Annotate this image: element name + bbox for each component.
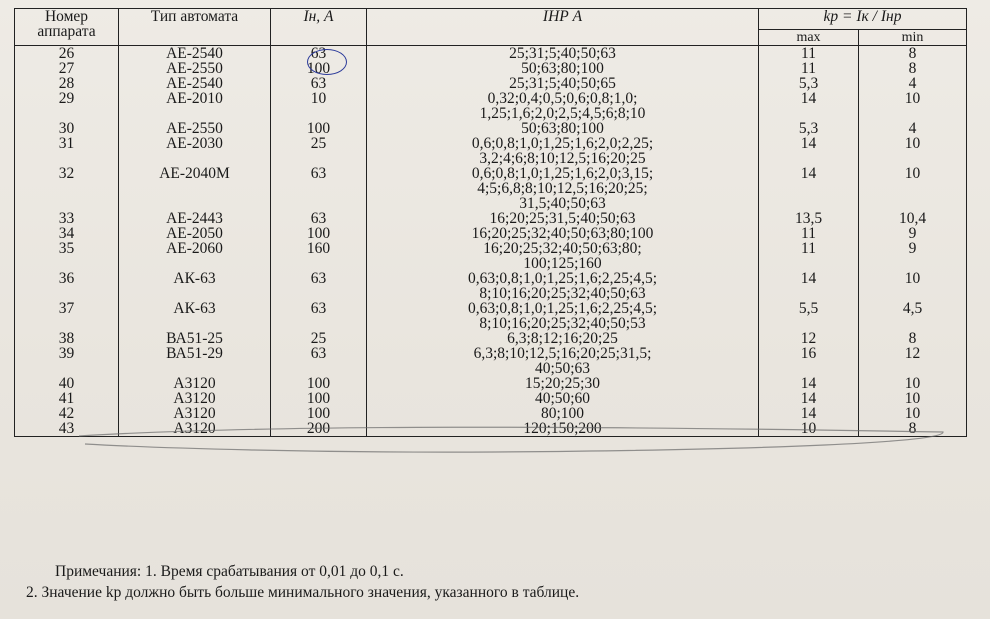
table-row [15,406,967,421]
table-body [15,46,967,437]
cell-release-currents [367,241,759,271]
cell-kp-max: 12 [759,331,859,346]
release-current-line: 16;20;25;32;40;50;63;80; [483,240,642,257]
table-row [15,61,967,76]
release-current-line: 0,63;0,8;1,0;1,25;1,6;2,25;4,5; [467,270,658,287]
header-release-current [367,9,759,46]
cell-kp-min: 10 [859,406,967,421]
cell-rated-current: 63 [271,166,367,211]
table-row [15,76,967,91]
cell-kp-max: 5,3 [759,121,859,136]
table-row [15,46,967,62]
cell-device-number: 27 [15,61,119,76]
cell-kp-max: 11 [759,226,859,241]
cell-rated-current: 100 [271,121,367,136]
cell-breaker-type: АЕ-2550 [119,61,271,76]
cell-kp-max: 11 [759,61,859,76]
release-current-line: 16;20;25;32;40;50;63;80;100 [471,225,654,242]
cell-kp-min: 4 [859,76,967,91]
cell-release-currents [367,166,759,211]
cell-kp-max: 5,5 [759,301,859,331]
cell-device-number: 31 [15,136,119,166]
cell-kp-max: 14 [759,376,859,391]
cell-kp-max: 14 [759,136,859,166]
cell-rated-current: 100 [271,406,367,421]
cell-kp-min: 8 [859,331,967,346]
header-kp-ratio [759,9,967,30]
cell-rated-current: 100 [271,376,367,391]
release-current-line: 0,63;0,8;1,0;1,25;1,6;2,25;4,5; [467,300,658,317]
cell-device-number: 35 [15,241,119,271]
release-current-line: 6,3;8;12;16;20;25 [507,330,618,347]
cell-breaker-type: АК-63 [119,271,271,301]
cell-device-number: 34 [15,226,119,241]
cell-rated-current: 160 [271,241,367,271]
table-row [15,376,967,391]
cell-device-number: 32 [15,166,119,211]
cell-breaker-type: АЕ-2010 [119,91,271,121]
cell-release-currents [367,391,759,406]
cell-kp-max: 13,5 [759,211,859,226]
cell-rated-current: 63 [271,76,367,91]
cell-release-currents [367,46,759,62]
release-current-line: 50;63;80;100 [521,120,604,137]
cell-breaker-type: АЕ-2030 [119,136,271,166]
cell-kp-max: 14 [759,271,859,301]
cell-rated-current: 10 [271,91,367,121]
cell-device-number: 39 [15,346,119,376]
cell-kp-min: 10 [859,91,967,121]
table-row [15,391,967,406]
pen-underline-mark [75,422,947,456]
header-device-number [15,9,119,46]
cell-breaker-type: А3120 [119,376,271,391]
cell-kp-max: 16 [759,346,859,376]
release-current-line: 4;5;6,8;8;10;12,5;16;20;25; [477,180,648,197]
cell-device-number: 42 [15,406,119,421]
cell-release-currents [367,61,759,76]
cell-kp-min: 8 [859,421,967,437]
cell-breaker-type: А3120 [119,391,271,406]
cell-release-currents [367,376,759,391]
header-rated-current [271,9,367,46]
cell-breaker-type: А3120 [119,421,271,437]
table-row [15,166,967,211]
header-breaker-type: Тип автомата [119,9,271,46]
cell-breaker-type: АЕ-2443 [119,211,271,226]
release-current-line: 100;125;160 [523,255,602,272]
header-kp-ratio-text: kр = Iк / Iнр [823,8,902,25]
cell-breaker-type: АЕ-2060 [119,241,271,271]
cell-rated-current: 200 [271,421,367,437]
release-current-line: 0,32;0,4;0,5;0,6;0,8;1,0; [487,90,638,107]
cell-breaker-type: АЕ-2540 [119,46,271,62]
release-current-line: 120;150;200 [523,420,602,437]
release-current-line: 8;10;16;20;25;32;40;50;63 [479,285,646,302]
release-current-line: 1,25;1,6;2,0;2,5;4,5;6;8;10 [479,105,646,122]
release-current-line: 50;63;80;100 [521,60,604,77]
cell-rated-current: 100 [271,61,367,76]
cell-rated-current: 25 [271,331,367,346]
cell-rated-current: 100 [271,391,367,406]
cell-kp-min: 10 [859,391,967,406]
cell-rated-current: 25 [271,136,367,166]
cell-device-number: 43 [15,421,119,437]
table-row [15,211,967,226]
release-current-line: 8;10;16;20;25;32;40;50;53 [479,315,646,332]
cell-kp-min: 10 [859,376,967,391]
cell-kp-max: 14 [759,406,859,421]
note-2: 2. Значение kр должно быть больше минимального значения, указанного в таблице. [26,584,580,601]
cell-breaker-type: АК-63 [119,301,271,331]
cell-kp-max: 10 [759,421,859,437]
table-row [15,136,967,166]
table-row [15,271,967,301]
cell-kp-min: 10 [859,271,967,301]
release-current-line: 25;31;5;40;50;65 [509,75,616,92]
cell-release-currents [367,136,759,166]
release-current-line: 15;20;25;30 [525,375,600,392]
cell-device-number: 36 [15,271,119,301]
cell-breaker-type: АЕ-2040М [119,166,271,211]
cell-kp-min: 12 [859,346,967,376]
release-current-line: 40;50;60 [534,390,591,407]
release-current-line: 25;31;5;40;50;63 [509,45,616,62]
header-max: max [759,30,859,46]
header-release-current-text: IНР А [542,8,583,25]
cell-device-number: 37 [15,301,119,331]
pen-circle-mark [307,49,347,75]
cell-release-currents [367,91,759,121]
cell-kp-min: 8 [859,61,967,76]
cell-release-currents [367,211,759,226]
cell-breaker-type: АЕ-2540 [119,76,271,91]
cell-rated-current: 63 [271,301,367,331]
cell-rated-current: 63 [271,271,367,301]
cell-kp-min: 10 [859,136,967,166]
table-header [15,9,967,46]
cell-breaker-type: ВА51-25 [119,331,271,346]
header-device-number-line2: аппарата [37,23,96,40]
release-current-line: 31,5;40;50;63 [519,195,606,212]
cell-kp-max: 11 [759,46,859,62]
cell-kp-min: 4 [859,121,967,136]
release-current-line: 0,6;0,8;1,0;1,25;1,6;2,0;3,15; [471,165,654,182]
cell-kp-min: 10,4 [859,211,967,226]
table-row [15,331,967,346]
cell-rated-current: 63 [271,46,367,62]
cell-kp-max: 14 [759,91,859,121]
table-row [15,121,967,136]
cell-kp-min: 9 [859,241,967,271]
cell-device-number: 30 [15,121,119,136]
cell-kp-min: 4,5 [859,301,967,331]
cell-rated-current: 100 [271,226,367,241]
cell-release-currents [367,226,759,241]
cell-rated-current: 63 [271,346,367,376]
cell-release-currents [367,271,759,301]
cell-release-currents [367,346,759,376]
cell-device-number: 33 [15,211,119,226]
cell-device-number: 29 [15,91,119,121]
release-current-line: 16;20;25;31,5;40;50;63 [489,210,636,227]
header-rated-current-text: Iн, А [303,8,334,25]
cell-breaker-type: ВА51-29 [119,346,271,376]
release-current-line: 6,3;8;10;12,5;16;20;25;31,5; [473,345,652,362]
release-current-line: 3,2;4;6;8;10;12,5;16;20;25 [479,150,646,167]
cell-kp-max: 14 [759,166,859,211]
cell-release-currents [367,406,759,421]
cell-breaker-type: АЕ-2550 [119,121,271,136]
cell-device-number: 40 [15,376,119,391]
release-current-line: 40;50;63 [534,360,591,377]
cell-device-number: 41 [15,391,119,406]
table-row [15,301,967,331]
note-1: Примечания: 1. Время срабатывания от 0,01 до 0,1 с. [55,563,404,580]
cell-kp-max: 5,3 [759,76,859,91]
cell-kp-max: 14 [759,391,859,406]
table-row [15,91,967,121]
cell-device-number: 26 [15,46,119,62]
table-row [15,226,967,241]
cell-release-currents [367,301,759,331]
cell-kp-min: 10 [859,166,967,211]
cell-rated-current: 63 [271,211,367,226]
cell-kp-min: 9 [859,226,967,241]
cell-release-currents [367,331,759,346]
release-current-line: 0,6;0,8;1,0;1,25;1,6;2,0;2,25; [471,135,654,152]
cell-device-number: 28 [15,76,119,91]
header-min: min [859,30,967,46]
table-row [15,241,967,271]
breaker-spec-table [14,8,967,437]
cell-breaker-type: А3120 [119,406,271,421]
cell-release-currents [367,76,759,91]
cell-device-number: 38 [15,331,119,346]
cell-breaker-type: АЕ-2050 [119,226,271,241]
cell-kp-min: 8 [859,46,967,62]
table-row [15,346,967,376]
cell-release-currents [367,121,759,136]
cell-kp-max: 11 [759,241,859,271]
header-device-number-line1: Номер [44,8,89,25]
release-current-line: 80;100 [540,405,585,422]
